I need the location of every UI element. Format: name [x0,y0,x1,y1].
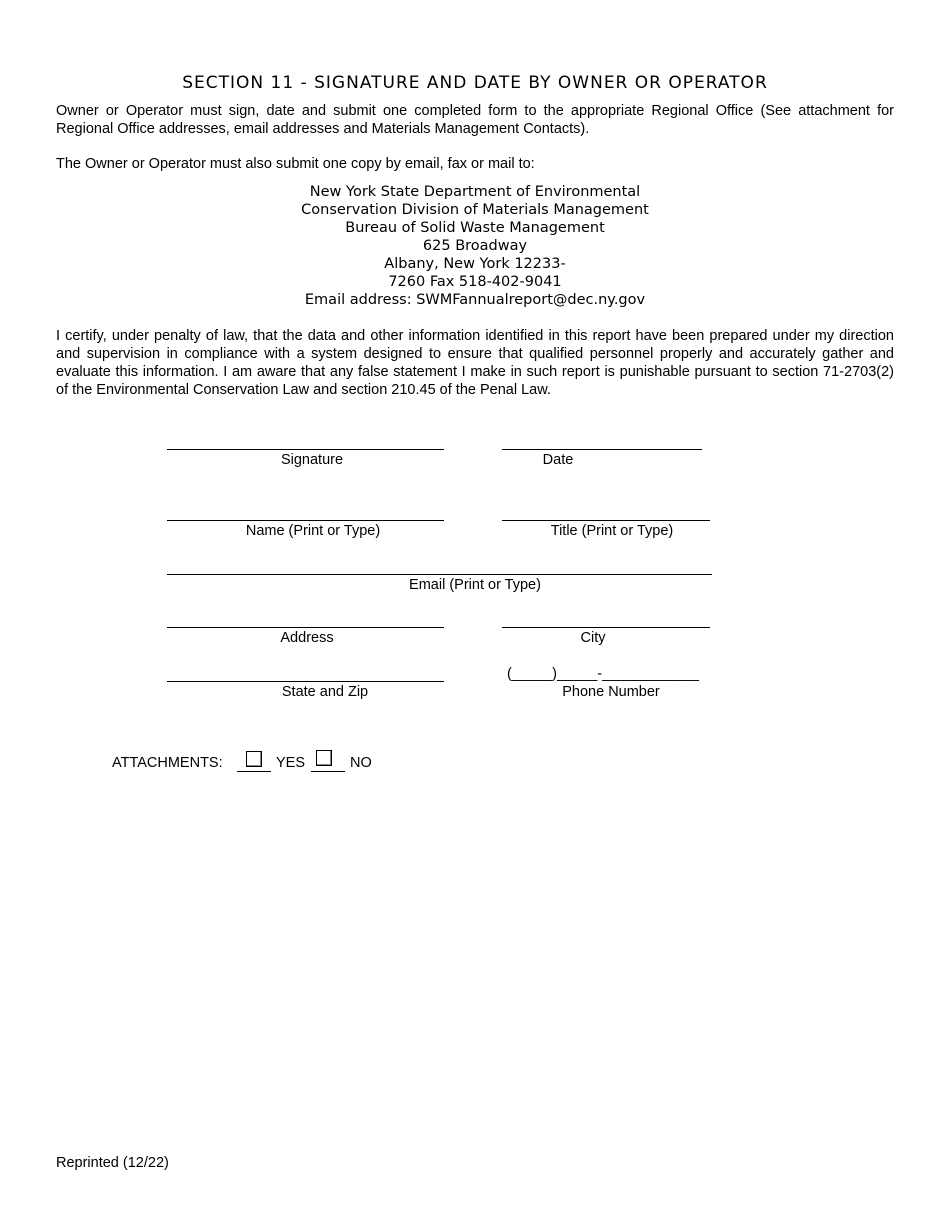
attachments-yes-label: YES [276,755,306,771]
address-field[interactable] [167,627,444,628]
state-zip-label: State and Zip [281,684,369,700]
city-field[interactable] [502,627,710,628]
phone-label: Phone Number [562,684,660,700]
intro-paragraph: Owner or Operator must sign, date and submit one completed form to the appropriate Regional Office (See attachment for Regional Office addresses, email addresses and Materials Management Contacts). [56,103,894,137]
name-label: Name (Print or Type) [245,523,381,539]
state-zip-field[interactable] [167,681,444,682]
city-label: City [580,630,606,646]
date-label: Date [542,452,574,468]
section-title: SECTION 11 - SIGNATURE AND DATE BY OWNER OR OPERATOR [182,73,768,93]
address-line: New York State Department of Environmental [309,184,641,200]
title-label: Title (Print or Type) [550,523,674,539]
email-label: Email (Print or Type) [409,577,541,593]
attachments-no-label: NO [350,755,372,771]
address-email: Email address: SWMFannualreport@dec.ny.gov [304,292,646,308]
attachments-no-underline [311,771,345,772]
attachments-yes-checkbox[interactable] [246,751,262,767]
copy-instruction: The Owner or Operator must also submit one copy by email, fax or mail to: [56,156,535,172]
attachments-yes-underline [237,771,271,772]
footer-reprinted: Reprinted (12/22) [56,1155,169,1171]
email-field[interactable] [167,574,712,575]
attachments-no-checkbox[interactable] [316,750,332,766]
title-field[interactable] [502,520,710,521]
address-line: 625 Broadway [422,238,528,254]
address-label: Address [280,630,334,646]
certification-paragraph: I certify, under penalty of law, that the data and other information identified in this report have been prepared under my direction and supervision in compliance with a system designed to ensure that qualified personnel properly and accurately gather and evaluate this information. I am aware that any false statement I make in such report is punishable pursuant to section 71-2703(2) of the Environmental Conservation Law and section 210.45 of the Penal Law. [56,328,894,398]
date-field[interactable] [502,449,702,450]
signature-label: Signature [280,452,344,468]
name-field[interactable] [167,520,444,521]
mailing-address [0,183,950,309]
attachments-label: ATTACHMENTS: [112,755,223,771]
address-line: Albany, New York 12233- [384,256,566,272]
signature-field[interactable] [167,449,444,450]
phone-field[interactable]: (_____)_____-____________ [507,666,699,682]
address-line: Bureau of Solid Waste Management [345,220,605,236]
address-line: 7260 Fax 518-402-9041 [388,274,562,290]
address-line: Conservation Division of Materials Management [301,202,649,218]
